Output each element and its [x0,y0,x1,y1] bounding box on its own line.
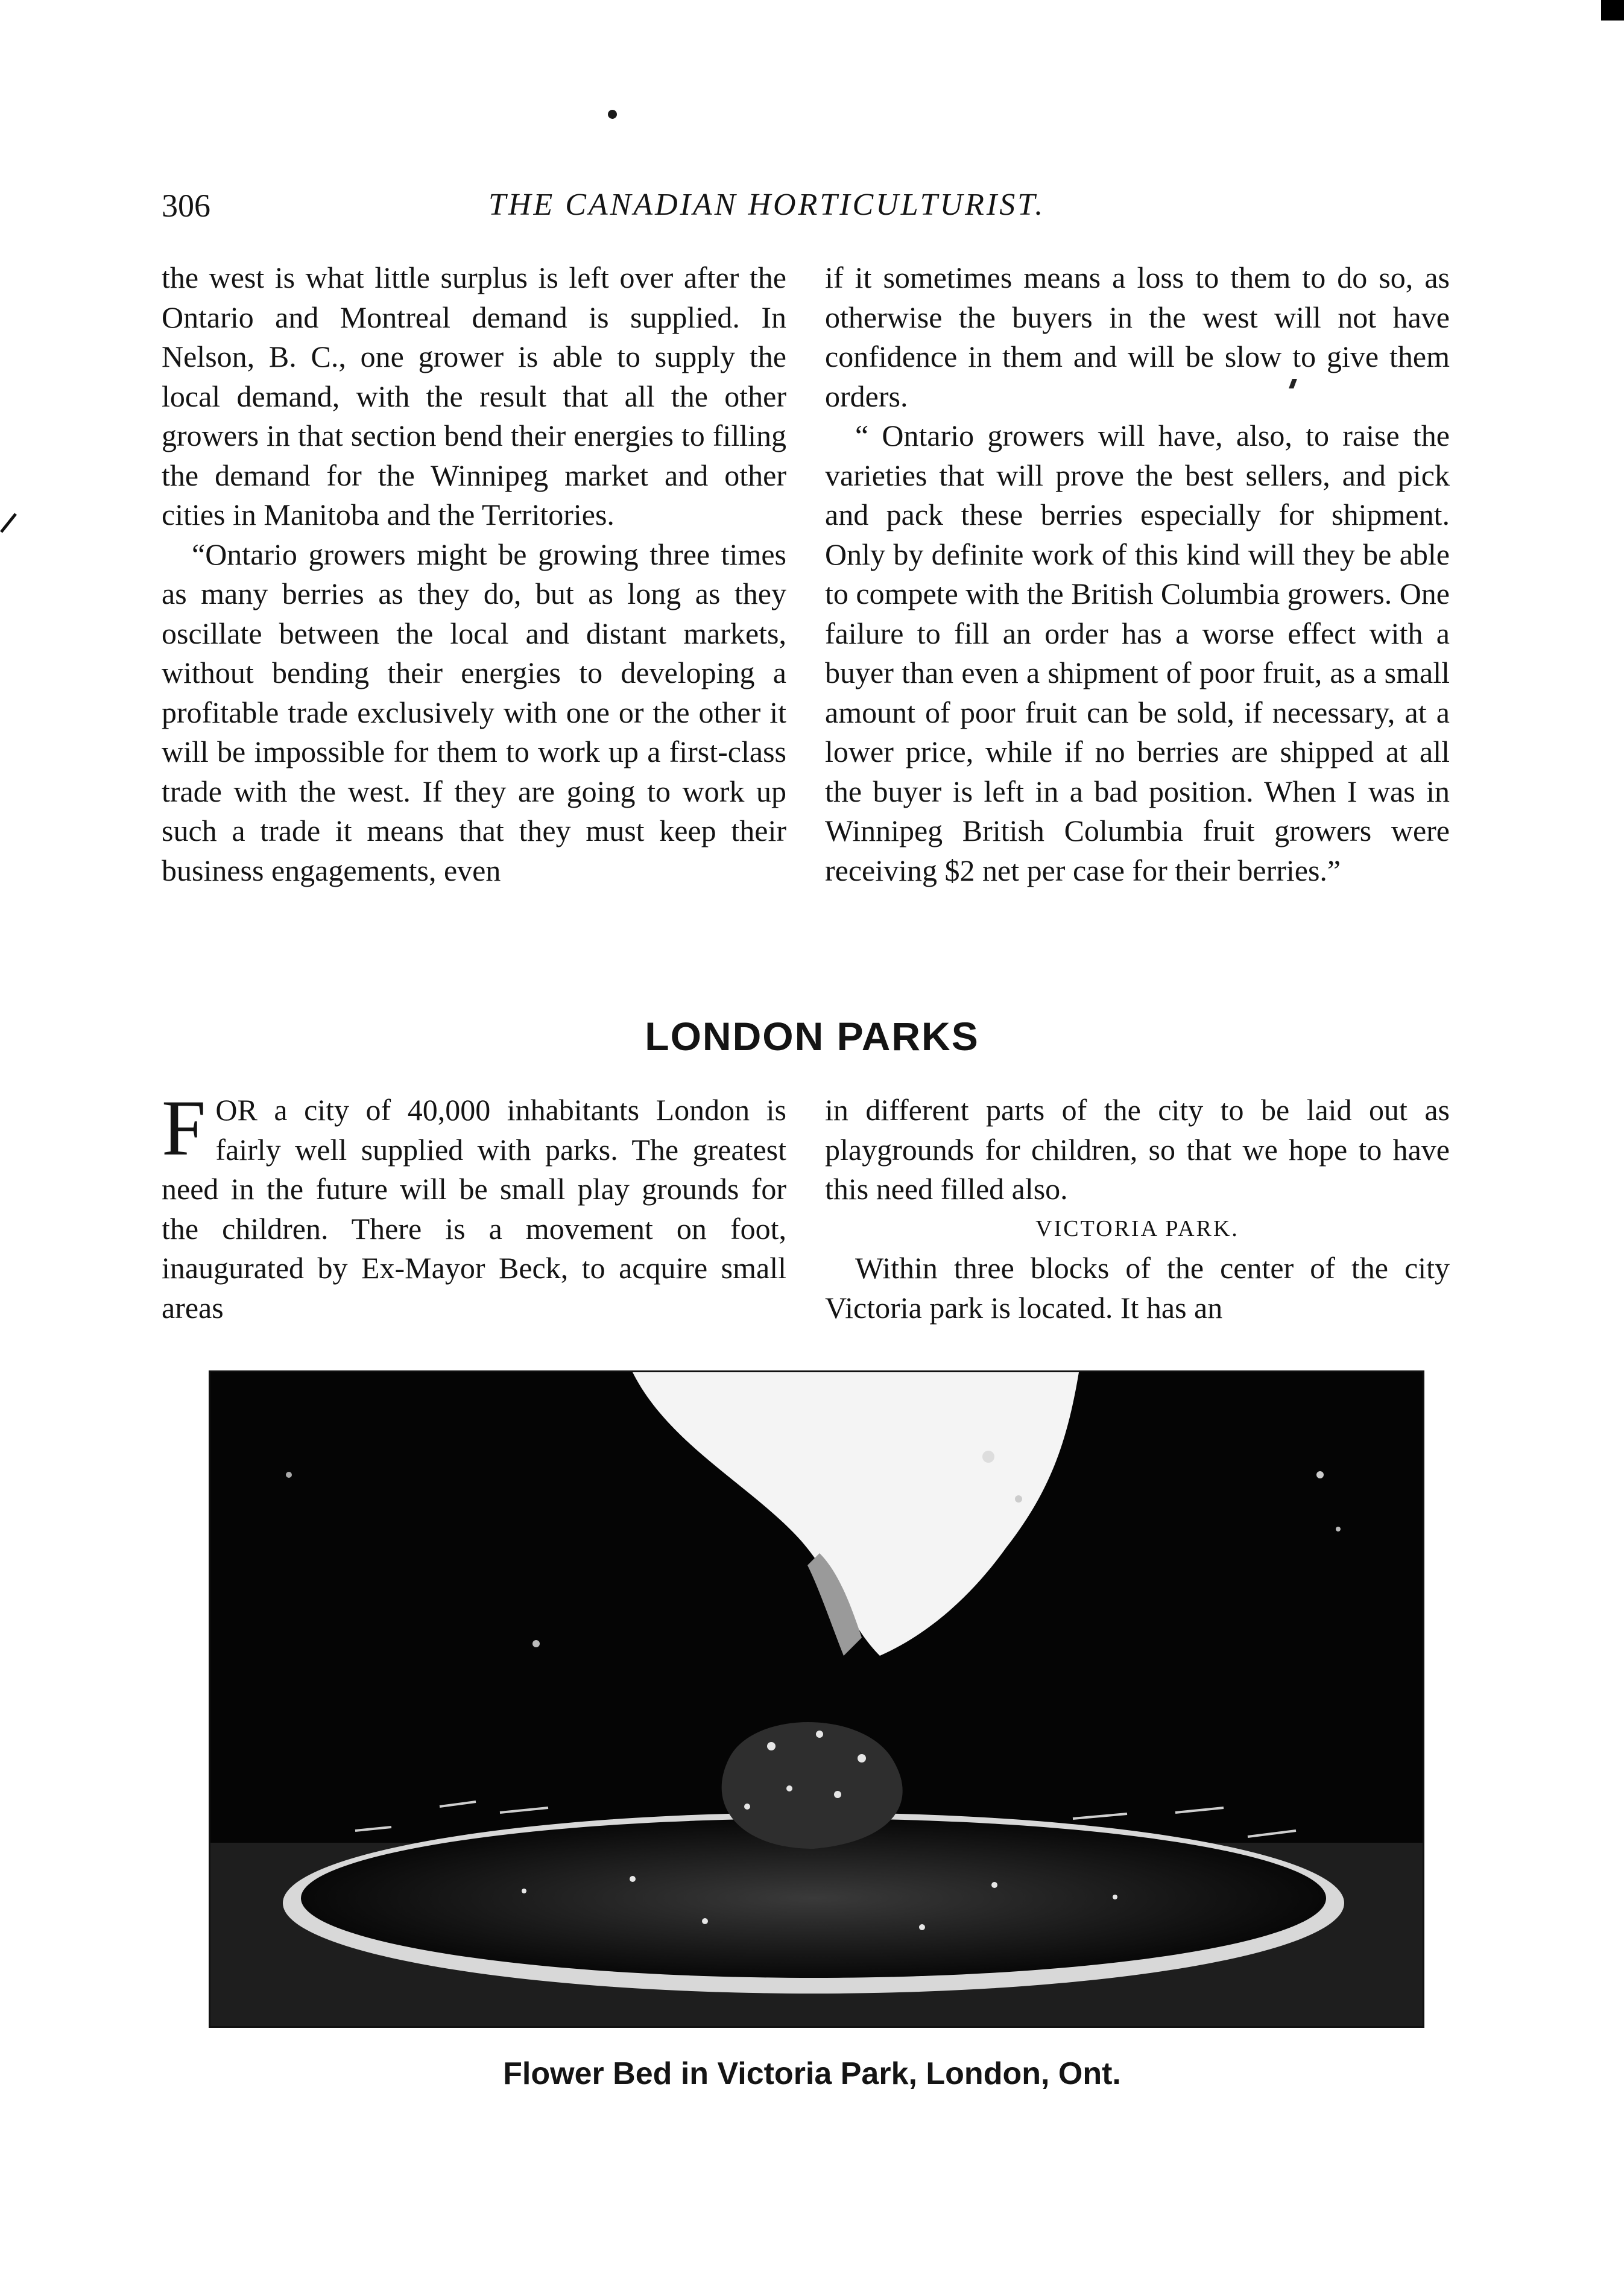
paragraph: if it sometimes means a loss to them to do so, as otherwise the buyers in the west will not have confidence in them and will be slow to give them orders. [825,261,1450,413]
margin-tick-mark [0,512,18,533]
paragraph: “ Ontario growers will have, also, to raise the varieties that will prove the best sellers, and pick and pack these berries especially for shipment. Only by definite work of this kind will they be able to compete with the British Columbia growers. One failure to fill an order has a worse effect with a buyer than even a shipment of poor fruit, as a small amount of poor fruit can be sold, if necessary, at a lower price, while if no berries are shipped at all the buyer is left in a bad position. When I was in Winnipeg British Columbia fruit growers were receiving $2 net per case for their berries.” [825,419,1450,887]
section-right-column [825,1091,1450,1328]
drop-cap: F [162,1083,206,1172]
photograph-image [210,1372,1423,2026]
ink-dot [608,110,617,119]
section-heading: LONDON PARKS [645,1014,979,1059]
paragraph: in different parts of the city to be laid out as playgrounds for children, so that we hope to have this need filled also. [825,1093,1450,1206]
article-top-right-column [825,258,1450,890]
paragraph [162,1083,786,1328]
running-title: THE CANADIAN HORTICULTURIST. [488,188,1046,222]
subheading: VICTORIA PARK. [1035,1215,1239,1241]
page-corner-mark [1601,0,1624,21]
paragraph: “Ontario growers might be growing three times as many berries as they do, but as long as they oscillate between the local and distant markets, without bending their energies to developing a profitable trade exclusively with one or the other it will be impossible for them to work up a first-class trade with the west. If they are going to work up such a trade it means that they must keep their business engagements, even [162,537,786,887]
paragraph: Within three blocks of the center of the city Victoria park is located. It has an [825,1251,1450,1325]
figure-caption: Flower Bed in Victoria Park, London, Ont. [503,2056,1121,2091]
park-photograph [209,1370,1424,2028]
paragraph-text: OR a city of 40,000 inhabitants London is fairly well supplied with parks. The greatest need in the future will be small play grounds for the children. There is a movement on foot, inaugurated by Ex-Mayor Beck, to acquire small areas [162,1093,786,1325]
paragraph: the west is what little surplus is left over after the Ontario and Montreal demand is supplied. In Nelson, B. C., one grower is able to supply the local demand, with the result that all the other growers in that section bend their energies to filling the demand for the Winnipeg market and other cities in Manitoba and the Territories. [162,261,786,531]
article-top-left-column [162,258,786,890]
section-left-column [162,1083,786,1328]
page-number: 306 [162,188,210,224]
